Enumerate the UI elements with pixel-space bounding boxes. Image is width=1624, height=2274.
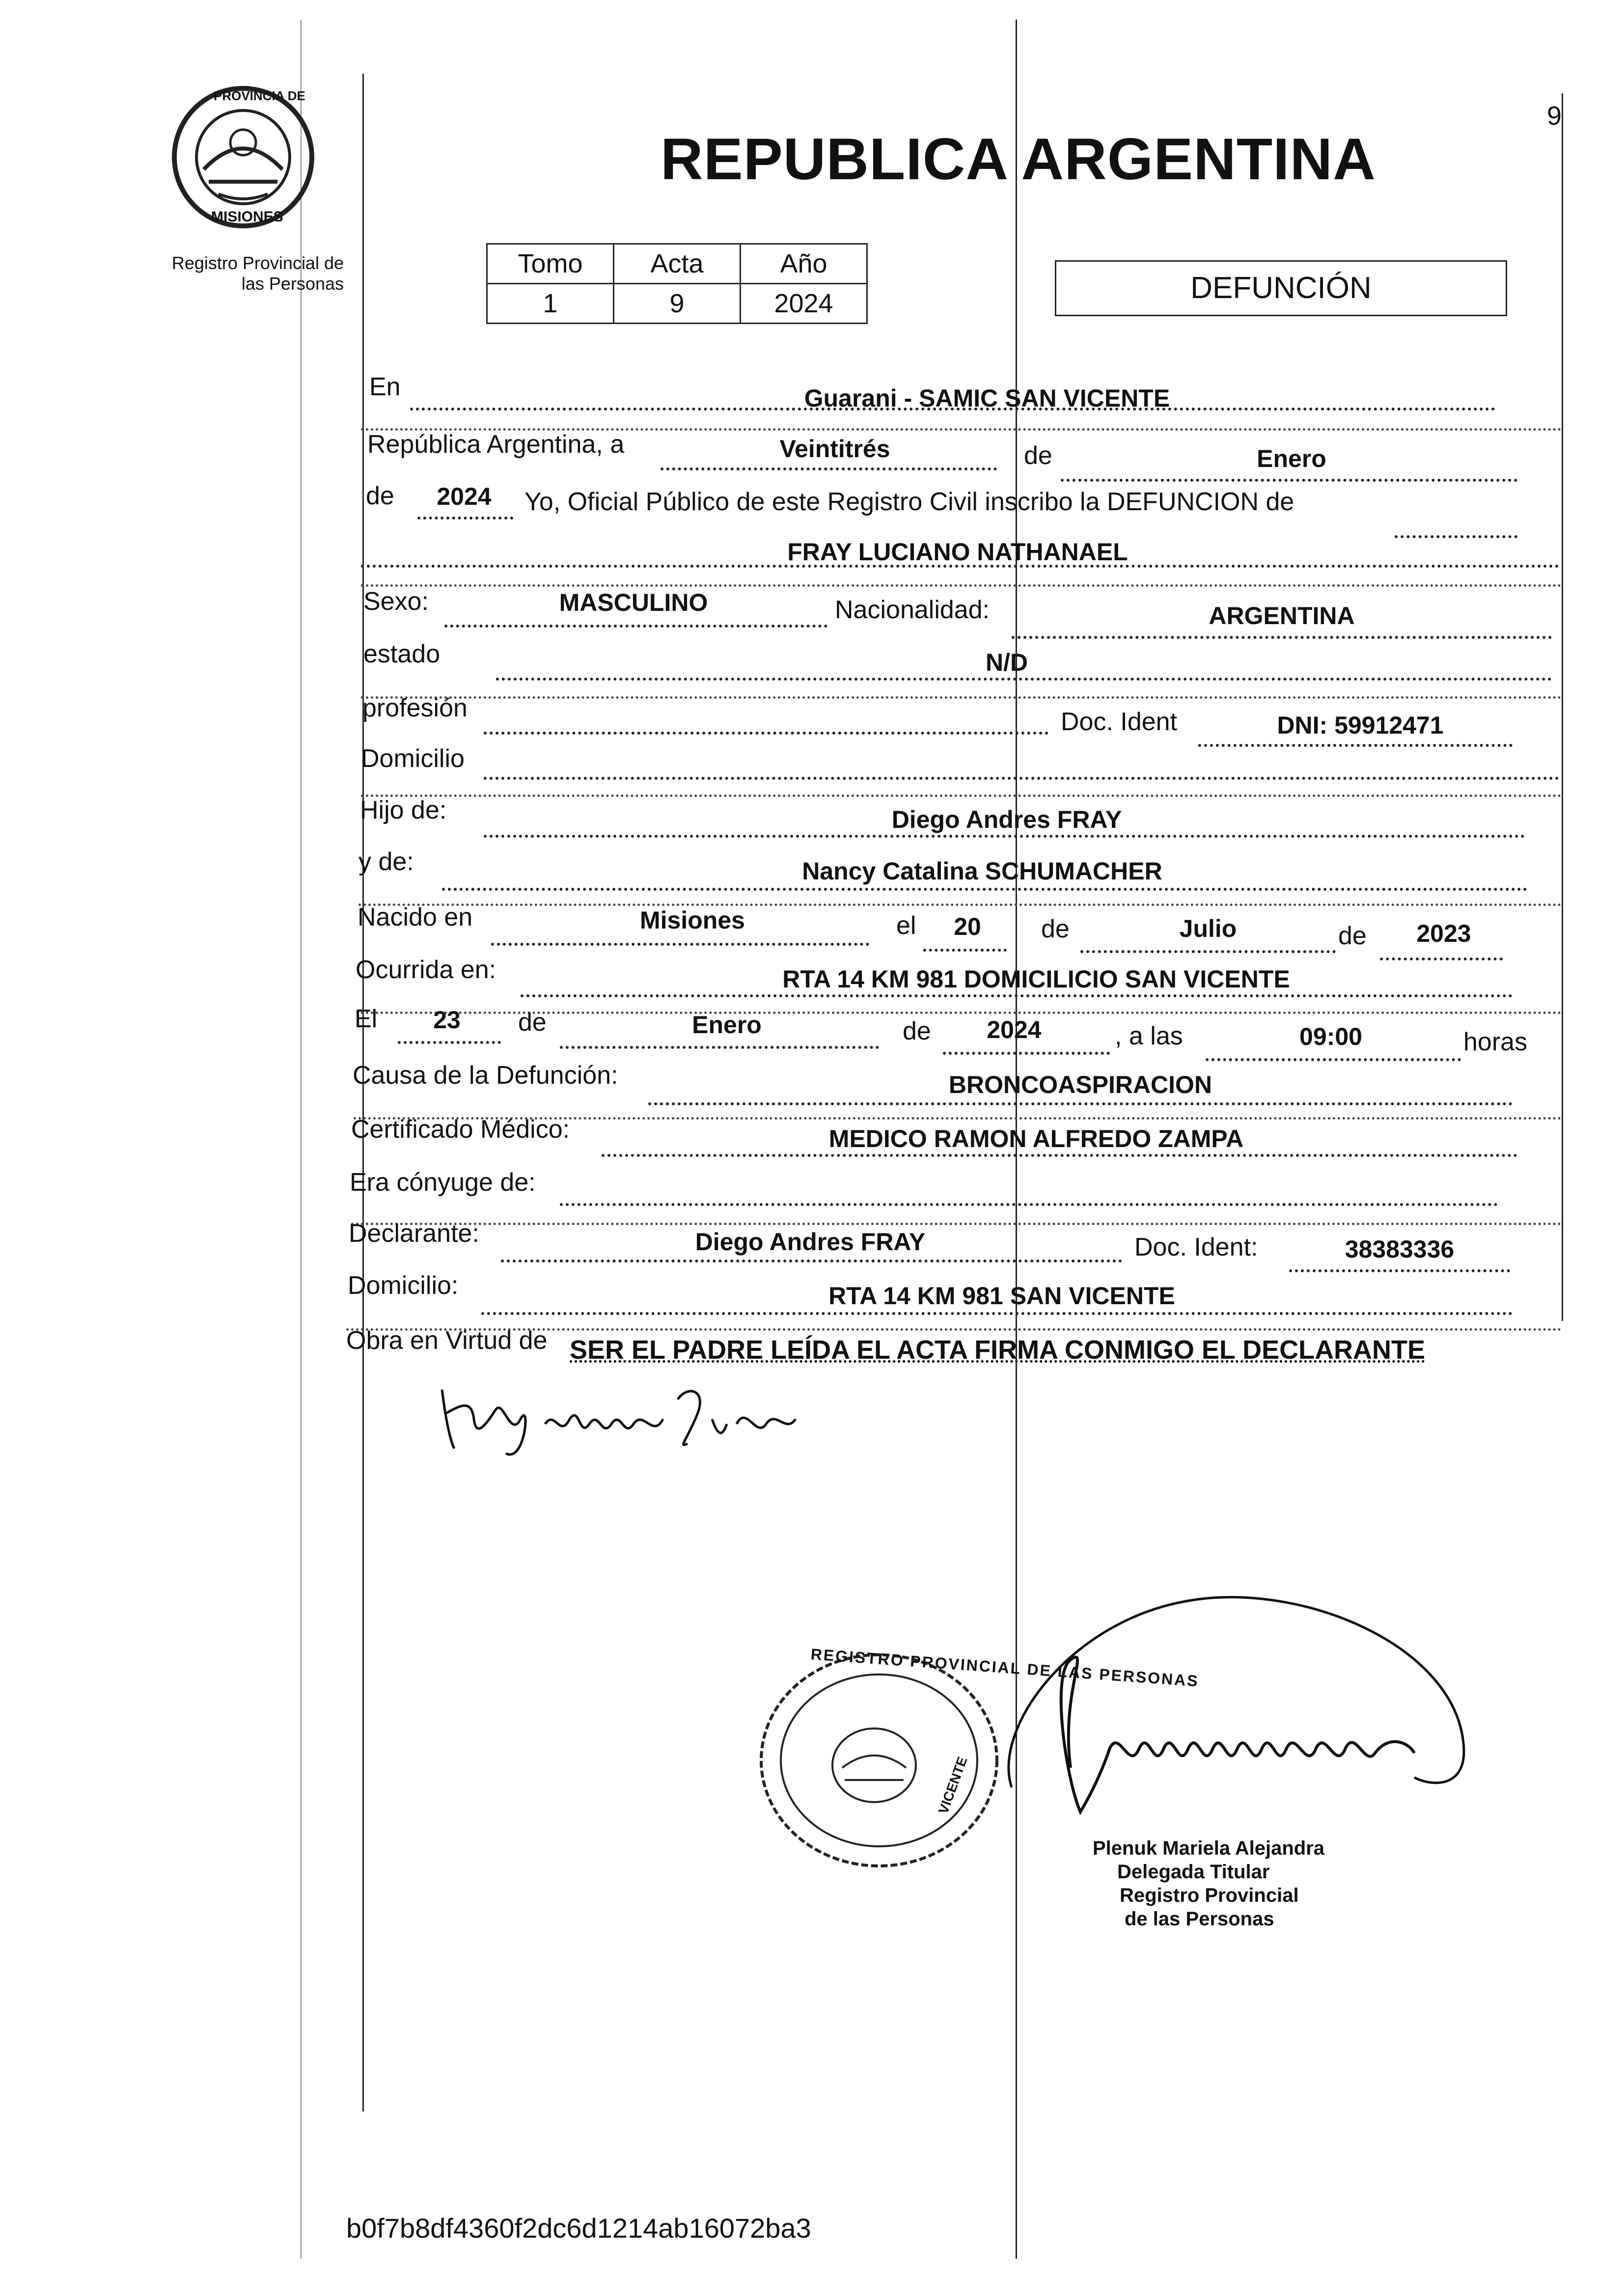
label-profesion: profesión (362, 694, 468, 722)
label-nac-de2: de (1338, 922, 1367, 950)
misiones-seal (169, 83, 317, 231)
label-def-de2: de (903, 1017, 931, 1045)
label-hijo: Hijo de: (360, 796, 447, 824)
value-nombre-fallecido: FRAY LUCIANO NATHANAEL (787, 538, 1128, 566)
value-lugar: Guarani - SAMIC SAN VICENTE (804, 384, 1170, 412)
official-signature (982, 1581, 1532, 1856)
label-republica: República Argentina, a (367, 430, 625, 459)
row-separator (361, 584, 1562, 587)
label-nac-de: de (1041, 915, 1070, 943)
dots-def-hora (1206, 1058, 1461, 1061)
label-obra-virtud: Obra en Virtud de (346, 1326, 548, 1355)
value-nac-mes: Julio (1179, 915, 1237, 942)
label-declarante: Declarante: (349, 1219, 479, 1248)
seal-text-bottom: MISIONES (211, 209, 283, 225)
official-name-block (1093, 1836, 1324, 1931)
label-certificado: Certificado Médico: (351, 1115, 570, 1144)
record-value-anio: 2024 (741, 284, 867, 324)
value-lugar-nacimiento: Misiones (640, 906, 745, 934)
registry-name-line2: las Personas (241, 274, 344, 294)
dots-doc (1198, 744, 1513, 747)
dots-ocurrida (521, 994, 1513, 997)
registry-name (142, 253, 344, 294)
official-name: Plenuk Mariela Alejandra (1093, 1837, 1325, 1859)
declarant-signature (432, 1370, 805, 1468)
stamp-inner-text: VICENTE (935, 1754, 970, 1816)
record-header-tomo: Tomo (487, 244, 614, 284)
record-type-box: DEFUNCIÓN (1055, 260, 1507, 316)
dots-doc-declarante (1289, 1269, 1510, 1272)
value-def-dia: 23 (433, 1006, 461, 1034)
dots-domicilio (484, 777, 1559, 780)
label-el-dia: El (355, 1005, 378, 1033)
page-number: 9 (1547, 101, 1562, 131)
dots-inscribo (1395, 535, 1517, 538)
label-el: el (896, 911, 916, 940)
value-def-mes: Enero (692, 1011, 762, 1039)
dots-anio (417, 517, 513, 520)
value-madre: Nancy Catalina SCHUMACHER (802, 857, 1162, 885)
value-doc-declarante: 38383336 (1345, 1235, 1455, 1263)
value-lugar-defuncion: RTA 14 KM 981 DOMICILICIO SAN VICENTE (782, 965, 1290, 993)
official-registry-2: de las Personas (1125, 1908, 1274, 1930)
value-certificado: MEDICO RAMON ALFREDO ZAMPA (828, 1125, 1244, 1152)
row-separator (358, 904, 1562, 906)
seal-text-top: PROVINCIA DE (214, 88, 305, 103)
row-separator (361, 696, 1562, 699)
record-header-acta: Acta (614, 244, 741, 284)
official-registry: Registro Provincial (1120, 1885, 1299, 1906)
text-inscribo: Yo, Oficial Público de este Registro Civil inscribo la DEFUNCION de (524, 488, 1294, 516)
dots-sexo (444, 625, 827, 628)
record-header-anio: Año (741, 244, 867, 284)
dots-estado (496, 678, 1552, 681)
value-mes: Enero (1257, 445, 1326, 472)
dots-nac-mes (1080, 950, 1336, 953)
record-value-tomo: 1 (487, 284, 614, 324)
label-y-de: y de: (358, 848, 414, 876)
dots-certificado (602, 1154, 1517, 1157)
value-declarante: Diego Andres FRAY (695, 1228, 926, 1256)
dots-hijo (484, 835, 1525, 838)
dots-nac-dia (923, 949, 1007, 952)
value-estado: N/D (985, 649, 1028, 676)
registry-name-line1: Registro Provincial de (171, 253, 344, 273)
document-hash: b0f7b8df4360f2dc6d1214ab16072ba3 (346, 2213, 811, 2244)
dots-domicilio-declarante (481, 1312, 1513, 1315)
value-def-anio: 2024 (987, 1016, 1042, 1043)
label-sexo: Sexo: (363, 587, 429, 616)
label-de-anio: de (366, 482, 394, 510)
dots-nac-anio (1380, 958, 1503, 960)
record-table (486, 243, 868, 324)
value-domicilio-declarante: RTA 14 KM 981 SAN VICENTE (828, 1282, 1175, 1310)
right-margin-line (1562, 93, 1563, 1321)
label-def-de: de (518, 1008, 547, 1037)
label-conyuge: Era cónyuge de: (350, 1168, 536, 1197)
official-title: Delegada Titular (1117, 1861, 1270, 1883)
label-nacionalidad: Nacionalidad: (835, 596, 990, 624)
label-domicilio: Domicilio (361, 744, 465, 773)
dots-dia (661, 467, 997, 470)
value-causa: BRONCOASPIRACION (948, 1071, 1212, 1098)
dots-causa (648, 1102, 1513, 1105)
record-value-acta: 9 (614, 284, 741, 324)
stamp-ring-text: REGISTRO PROVINCIAL DE LAS PERSONAS (810, 1645, 1200, 1690)
dots-conyuge (560, 1203, 1498, 1206)
label-en: En (369, 373, 401, 401)
row-separator (361, 795, 1562, 797)
left-margin-line (362, 74, 364, 2111)
label-a-las: , a las (1115, 1022, 1183, 1050)
label-doc-ident: Doc. Ident (1061, 708, 1178, 736)
label-nacido: Nacido en (358, 903, 473, 932)
value-sexo: MASCULINO (559, 589, 708, 616)
label-ocurrida: Ocurrida en: (356, 956, 496, 984)
page-title: REPUBLICA ARGENTINA (661, 126, 1376, 192)
dots-profesion (484, 732, 1048, 735)
row-separator (351, 1223, 1562, 1225)
value-anio: 2024 (437, 483, 492, 510)
dots-nacionalidad (1012, 636, 1552, 639)
label-domicilio-declarante: Domicilio: (348, 1271, 459, 1300)
value-nac-dia: 20 (954, 913, 981, 940)
value-def-hora: 09:00 (1299, 1023, 1362, 1050)
left-perforation-line (301, 20, 302, 2259)
label-causa: Causa de la Defunción: (353, 1061, 618, 1090)
value-dia: Veintitrés (779, 435, 890, 463)
dots-declarante (501, 1260, 1122, 1262)
dots-def-mes (560, 1046, 879, 1049)
value-nacionalidad: ARGENTINA (1209, 602, 1355, 630)
value-obra-virtud: SER EL PADRE LEÍDA EL ACTA FIRMA CONMIGO EL DECLARANTE (570, 1335, 1426, 1365)
dots-mes (1061, 479, 1517, 482)
official-stamp (751, 1645, 1200, 1876)
label-estado: estado (363, 640, 440, 668)
value-nac-anio: 2023 (1416, 920, 1471, 947)
label-de: de (1024, 441, 1052, 470)
value-padre: Diego Andres FRAY (891, 806, 1122, 833)
dots-def-dia (398, 1041, 501, 1044)
label-horas: horas (1463, 1028, 1528, 1056)
dots-nacido (491, 943, 869, 946)
label-doc-ident-declarante: Doc. Ident: (1134, 1233, 1258, 1261)
value-dni: DNI: 59912471 (1277, 712, 1444, 739)
dots-def-anio (943, 1052, 1110, 1055)
dots-madre (442, 888, 1527, 891)
